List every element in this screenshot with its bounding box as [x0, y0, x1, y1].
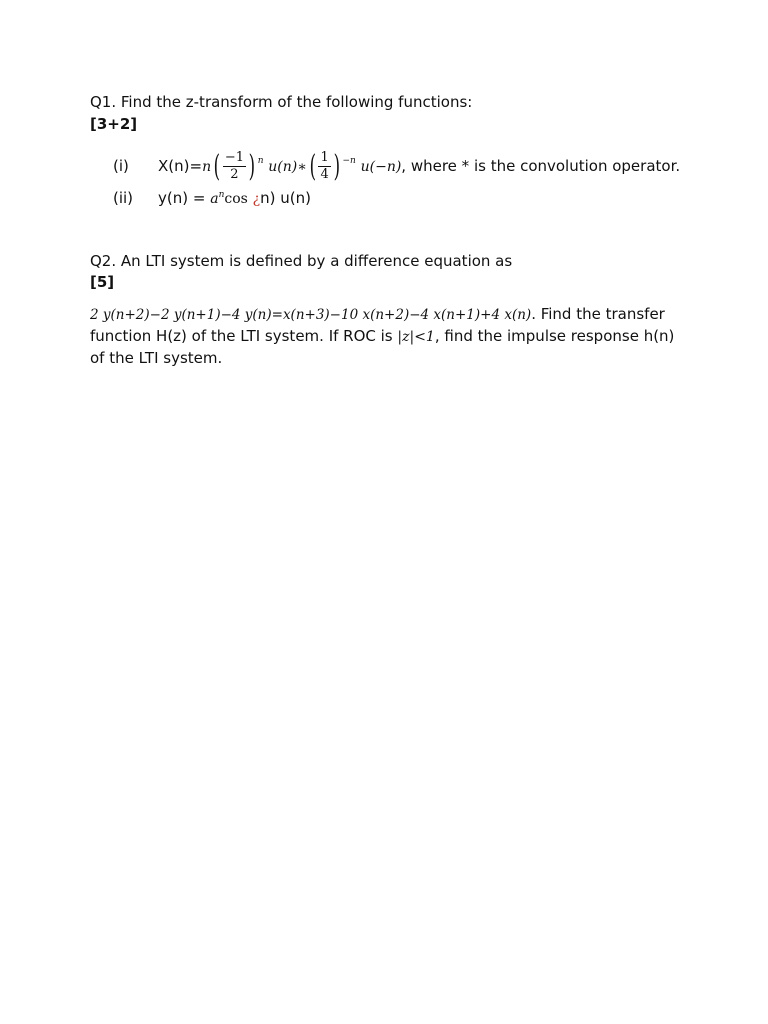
q2-line-3: of the LTI system. — [90, 349, 223, 367]
fraction-denominator: 2 — [230, 167, 239, 182]
q2-roc: |z|<1 — [397, 329, 435, 345]
q1-item-i-trailing-text: , where * is the convolution operator. — [401, 157, 681, 175]
q1-item-i-fraction-1 — [223, 150, 246, 183]
q1-item-ii-label: (ii) — [113, 189, 134, 207]
q1-item-ii-cos: cos — [224, 191, 248, 207]
q2-line-2 — [90, 326, 674, 347]
q1-heading: Q1. Find the z-transform of the following functions: — [90, 93, 473, 111]
q1-item-i-step-2: u(−n) — [360, 159, 402, 175]
q2-marks: [5] — [90, 273, 115, 291]
q1-item-i-exponent-2: −n — [342, 156, 356, 166]
q2-heading: Q2. An LTI system is defined by a difference equation as — [90, 252, 513, 270]
fraction-numerator: −1 — [224, 150, 244, 165]
q1-item-i-lhs: X(n)= — [158, 157, 203, 175]
q1-item-ii-base: a — [210, 191, 219, 207]
q1-item-ii-exponent: n — [218, 190, 225, 200]
open-paren: ( — [309, 148, 316, 184]
open-paren: ( — [213, 148, 221, 184]
q1-item-ii-glyph: ¿ — [252, 191, 261, 207]
q2-line-2-a: function H(z) of the LTI system. If ROC is — [90, 327, 398, 345]
q1-item-ii-lhs: y(n) = — [158, 189, 211, 207]
q1-item-i-fraction-2 — [318, 150, 330, 183]
q1-item-ii-rest: n) u(n) — [260, 189, 311, 207]
close-paren: ) — [333, 148, 340, 184]
q2-line-2-b: , find the impulse response h(n) — [434, 327, 675, 345]
q2-difference-equation: 2 y(n+2)−2 y(n+1)−4 y(n)=x(n+3)−10 x(n+2)−4 x(n+1)+4 x(n) — [90, 307, 532, 323]
q1-item-i-step-1: u(n)∗ — [268, 159, 307, 175]
q1-item-i-exponent-1: n — [257, 156, 264, 166]
q1-marks: [3+2] — [90, 115, 138, 133]
q2-equation-line — [90, 304, 665, 325]
fraction-denominator: 4 — [320, 167, 329, 182]
q1-item-i-expression — [158, 146, 680, 189]
q1-item-i-label: (i) — [113, 157, 129, 175]
close-paren: ) — [248, 148, 256, 184]
q2-text-after-equation: . Find the transfer — [531, 305, 665, 323]
fraction-numerator: 1 — [320, 150, 329, 165]
q1-item-i-n: n — [202, 159, 212, 175]
q1-item-ii-expression — [158, 188, 311, 211]
